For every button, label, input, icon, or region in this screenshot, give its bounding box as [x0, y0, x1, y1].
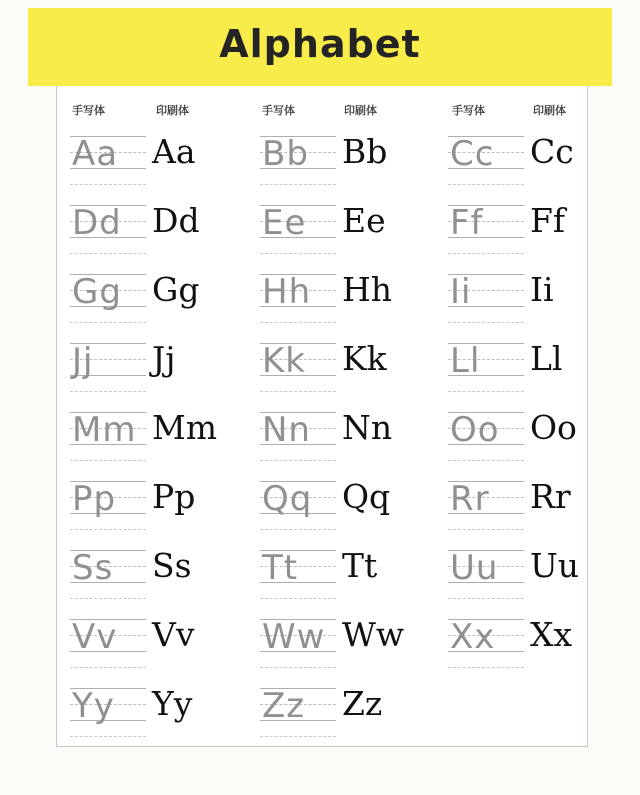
letter-cell [448, 124, 638, 192]
print-letter: Rr [530, 477, 571, 516]
handwritten-letter: Ff [450, 203, 484, 243]
guide-line [260, 736, 336, 737]
letter-cell [260, 400, 450, 468]
print-letter: Tt [342, 546, 378, 585]
guide-line [448, 529, 524, 530]
print-letter: Cc [530, 132, 574, 171]
letter-cell [70, 676, 260, 744]
handwritten-letter: Hh [262, 272, 312, 312]
print-letter: Hh [342, 270, 393, 309]
handwritten-letter: Bb [262, 134, 309, 174]
handwritten-letter: Ll [450, 341, 481, 381]
column-header-print: 印刷体 [156, 104, 189, 117]
column-header-handwritten: 手写体 [452, 104, 485, 117]
print-letter: Kk [342, 339, 387, 378]
guide-line [260, 529, 336, 530]
letter-cell [70, 262, 260, 330]
column-header-handwritten: 手写体 [262, 104, 295, 117]
handwritten-letter: Uu [450, 548, 499, 588]
handwritten-letter: Mm [72, 410, 137, 450]
print-letter: Gg [152, 270, 200, 309]
print-letter: Oo [530, 408, 577, 447]
handwritten-letter: Gg [72, 272, 122, 312]
print-letter: Bb [342, 132, 388, 171]
print-letter: Xx [530, 615, 573, 654]
guide-line [448, 184, 524, 185]
print-letter: Ss [152, 546, 192, 585]
guide-line [448, 253, 524, 254]
letter-cell [70, 124, 260, 192]
letter-cell [260, 469, 450, 537]
guide-line [448, 322, 524, 323]
handwritten-letter: Qq [262, 479, 313, 519]
page-title: Alphabet [219, 22, 421, 66]
print-letter: Ll [530, 339, 563, 378]
print-letter: Yy [152, 684, 193, 723]
print-letter: Vv [152, 615, 195, 654]
guide-line [70, 598, 146, 599]
handwritten-letter: Dd [72, 203, 122, 243]
letter-cell [260, 262, 450, 330]
print-letter: Ww [342, 615, 405, 654]
guide-line [260, 598, 336, 599]
guide-line [260, 184, 336, 185]
column-header-print: 印刷体 [533, 104, 566, 117]
letter-cell [448, 538, 638, 606]
guide-line [70, 529, 146, 530]
print-letter: Uu [530, 546, 580, 585]
letter-cell [448, 262, 638, 330]
letter-cell [260, 607, 450, 675]
print-letter: Pp [152, 477, 196, 516]
guide-line [260, 667, 336, 668]
guide-line [70, 391, 146, 392]
handwritten-letter: Rr [450, 479, 490, 519]
letter-cell [70, 538, 260, 606]
letter-cell [70, 400, 260, 468]
guide-line [70, 253, 146, 254]
print-letter: Ee [342, 201, 386, 240]
guide-line [448, 460, 524, 461]
letter-cell [260, 124, 450, 192]
letter-cell [70, 607, 260, 675]
handwritten-letter: Nn [262, 410, 311, 450]
print-letter: Dd [152, 201, 200, 240]
print-letter: Mm [152, 408, 218, 447]
letter-cell [260, 538, 450, 606]
letter-cell [260, 331, 450, 399]
handwritten-letter: Ss [72, 548, 114, 588]
guide-line [70, 184, 146, 185]
guide-line [448, 391, 524, 392]
letter-cell [260, 676, 450, 744]
handwritten-letter: Ww [262, 617, 326, 657]
handwritten-letter: Tt [262, 548, 299, 588]
handwritten-letter: Ii [450, 272, 472, 312]
letter-cell [448, 331, 638, 399]
column-header-print: 印刷体 [344, 104, 377, 117]
letter-cell [448, 469, 638, 537]
print-letter: Nn [342, 408, 393, 447]
guide-line [260, 253, 336, 254]
letter-cell [448, 607, 638, 675]
handwritten-letter: Yy [72, 686, 115, 726]
guide-line [70, 322, 146, 323]
handwritten-letter: Zz [262, 686, 306, 726]
guide-line [260, 460, 336, 461]
handwritten-letter: Aa [72, 134, 119, 174]
handwritten-letter: Vv [72, 617, 118, 657]
guide-line [260, 391, 336, 392]
handwritten-letter: Pp [72, 479, 117, 519]
handwritten-letter: Ee [262, 203, 307, 243]
column-header-handwritten: 手写体 [72, 104, 105, 117]
print-letter: Ff [530, 201, 566, 240]
letter-cell [448, 193, 638, 261]
letter-cell [70, 469, 260, 537]
print-letter: Ii [530, 270, 554, 309]
handwritten-letter: Kk [262, 341, 306, 381]
handwritten-letter: Cc [450, 134, 495, 174]
guide-line [448, 598, 524, 599]
letter-cell [70, 331, 260, 399]
print-letter: Qq [342, 477, 391, 516]
guide-line [70, 667, 146, 668]
print-letter: Aa [152, 132, 196, 171]
guide-line [70, 736, 146, 737]
letter-cell [70, 193, 260, 261]
guide-line [448, 667, 524, 668]
guide-line [260, 322, 336, 323]
handwritten-letter: Oo [450, 410, 500, 450]
letter-cell [260, 193, 450, 261]
handwritten-letter: Jj [72, 341, 94, 381]
handwritten-letter: Xx [450, 617, 496, 657]
print-letter: Zz [342, 684, 383, 723]
guide-line [70, 460, 146, 461]
letter-cell [448, 400, 638, 468]
print-letter: Jj [152, 339, 176, 378]
